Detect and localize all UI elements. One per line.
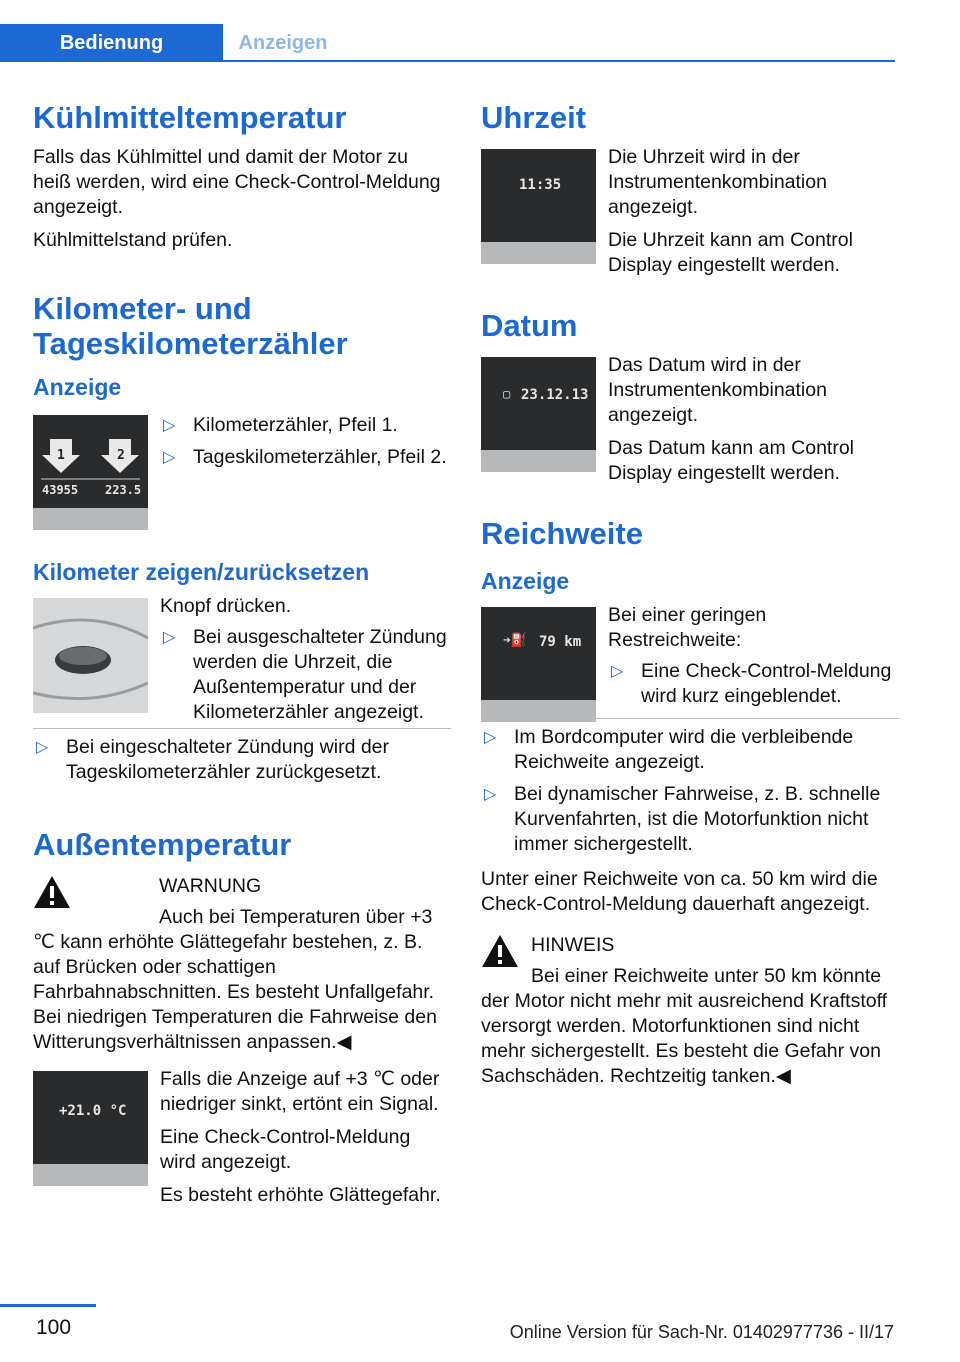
hint-text: Bei einer Reichweite unter 50 km könnte der Motor nicht mehr mit ausreichend Kraftstoff versorgt werden. Motorfunktionen sind nicht mehr sichergestellt. Es besteht die Gefahr von Sachschäden. Rechtzeitig tanken.◀ [481, 965, 888, 1087]
triangle-bullet-icon: ▷ [484, 729, 497, 746]
temperature-image [33, 1071, 148, 1186]
odometer-value: 43955 [42, 483, 79, 497]
list-item: ▷ Eine Check-Control-Meldung wird kurz eingeblendet. [611, 660, 892, 707]
calendar-icon: ▢ [503, 387, 511, 401]
section-title-aussentemperatur: Außentemperatur [33, 827, 292, 862]
kuehl-paragraph-1: Falls das Kühlmittel und damit der Motor zu heiß werden, wird eine Check-Control-Meldung angezeigt. [33, 146, 441, 218]
aussen-paragraph-2: Eine Check-Control-Meldung wird angezeigt. [160, 1126, 411, 1173]
temperature-value: +21.0 °C [59, 1103, 127, 1119]
fuel-pump-icon: ➔⛽ [503, 633, 528, 648]
datum-paragraph-1: Das Datum wird in der Instrumentenkombination angezeigt. [608, 354, 827, 426]
page-number: 100 [36, 1316, 72, 1339]
list-item: ▷ Im Bordcomputer wird die verbleibende Reichweite angezeigt. [484, 726, 854, 773]
triangle-bullet-icon: ▷ [611, 663, 624, 680]
footer-version: Online Version für Sach-Nr. 01402977736 - II/17 [509, 1322, 894, 1342]
list-item: ▷ Bei dynamischer Fahrweise, z. B. schnelle Kurvenfahrten, ist die Motorfunktion nicht immer sichergestellt. [484, 783, 881, 855]
warning-text: Auch bei Temperaturen über +3 ℃ kann erhöhte Glättegefahr bestehen, z. B. auf Brücken oder schattigen Fahrbahnabschnitten. Es besteht Unfallgefahr. Bei niedrigen Temperaturen die Fahrweise den Witterungsverhältnissen anpassen.◀ [33, 906, 437, 1053]
range-value: 79 km [539, 634, 582, 650]
warning-box [33, 874, 451, 1055]
uhrzeit-paragraph-1: Die Uhrzeit wird in der Instrumentenkombination angezeigt. [608, 146, 827, 218]
hint-box [481, 933, 899, 1089]
aussen-paragraph-3: Es besteht erhöhte Glättegefahr. [160, 1184, 441, 1206]
list-item: ▷ Bei eingeschalteter Zündung wird der Tageskilometerzähler zurückgesetzt. [36, 736, 390, 783]
section-title-datum: Datum [481, 308, 578, 343]
range-image [481, 607, 596, 722]
list-item: ▷ Kilometerzähler, Pfeil 1. [163, 414, 398, 436]
kuehl-paragraph-2: Kühlmittelstand prüfen. [33, 229, 233, 251]
reichweite-paragraph-1: Bei einer geringen Restreichweite: [608, 604, 767, 651]
section-title-kuehlmittel: Kühlmitteltemperatur [33, 100, 347, 135]
list-item: ▷ Bei ausgeschalteter Zündung werden die Uhrzeit, die Außentemperatur und der Kilometerzähler angezeigt. [163, 626, 447, 723]
aussen-paragraph-1: Falls die Anzeige auf +3 ℃ oder niedriger sinkt, ertönt ein Signal. [160, 1068, 440, 1115]
right-column [481, 100, 899, 1089]
reset-paragraph: Knopf drücken. [160, 595, 292, 617]
section-title-reichweite: Reichweite [481, 516, 643, 551]
warning-icon [33, 874, 71, 910]
trip-value: 223.5 [105, 483, 142, 497]
arrow-2-label: 2 [117, 448, 125, 463]
section-title-kilometer: Kilometer- und Tageskilometerzähler [33, 291, 348, 361]
tab-bedienung[interactable]: Bedienung [0, 24, 223, 62]
date-value: 23.12.13 [521, 387, 589, 403]
subtitle-anzeige: Anzeige [33, 374, 122, 400]
triangle-bullet-icon: ▷ [163, 417, 176, 434]
arrow-1-label: 1 [57, 448, 65, 463]
hint-warning-icon [481, 933, 519, 969]
reset-button-image [33, 598, 148, 713]
footer-rule [0, 1304, 96, 1307]
left-column [33, 100, 451, 1208]
clock-image [481, 149, 596, 264]
uhrzeit-paragraph-2: Die Uhrzeit kann am Control Display eingestellt werden. [608, 229, 853, 276]
subtitle-reset: Kilometer zeigen/zurücksetzen [33, 559, 370, 585]
triangle-bullet-icon: ▷ [36, 739, 49, 756]
subtitle-anzeige-reichweite: Anzeige [481, 568, 570, 594]
date-image [481, 357, 596, 472]
triangle-bullet-icon: ▷ [163, 629, 176, 646]
hint-label: HINWEIS [531, 934, 615, 956]
section-title-uhrzeit: Uhrzeit [481, 100, 587, 135]
tab-anzeigen[interactable]: Anzeigen [238, 32, 328, 54]
clock-value: 11:35 [519, 177, 562, 193]
triangle-bullet-icon: ▷ [163, 449, 176, 466]
datum-paragraph-2: Das Datum kann am Control Display eingestellt werden. [608, 437, 855, 484]
odometer-image [33, 415, 148, 530]
triangle-bullet-icon: ▷ [484, 786, 497, 803]
reset-knob-icon [33, 598, 148, 713]
list-item: ▷ Tageskilometerzähler, Pfeil 2. [163, 446, 447, 468]
header-rule [0, 60, 895, 62]
warning-label: WARNUNG [159, 875, 262, 897]
reichweite-paragraph-2: Unter einer Reichweite von ca. 50 km wird die Check-Control-Meldung dauerhaft angezeigt. [481, 868, 878, 915]
chapter-header [0, 0, 960, 62]
